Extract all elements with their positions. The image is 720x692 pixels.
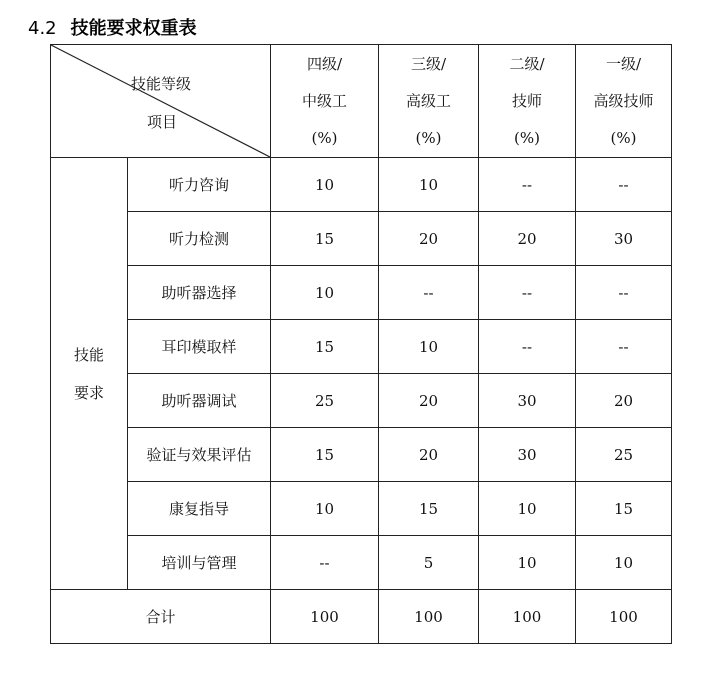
item-name: 验证与效果评估 (128, 428, 271, 482)
item-name: 培训与管理 (128, 536, 271, 590)
total-cell: 100 (479, 590, 576, 644)
total-row (51, 590, 672, 644)
level-unit: (%) (514, 128, 540, 147)
weight-cell: 20 (379, 374, 479, 428)
weight-cell: -- (576, 266, 672, 320)
weight-cell: 20 (479, 212, 576, 266)
weight-cell: 30 (479, 428, 576, 482)
diag-header-level-label: 技能等级 (131, 75, 192, 93)
skill-requirement-group-cell (51, 158, 128, 590)
weight-cell: 25 (576, 428, 672, 482)
weight-cell: -- (379, 266, 479, 320)
weight-cell: -- (479, 320, 576, 374)
weight-cell: 25 (271, 374, 379, 428)
table-row (51, 320, 672, 374)
weight-cell: -- (576, 320, 672, 374)
level-name: 三级/ (410, 54, 447, 73)
weight-cell: 15 (576, 482, 672, 536)
weight-cell: -- (576, 158, 672, 212)
section-heading (28, 14, 197, 40)
diag-header-item-label: 项目 (147, 113, 178, 131)
weight-cell: 10 (479, 482, 576, 536)
weight-cell: 15 (271, 320, 379, 374)
total-cell: 100 (576, 590, 672, 644)
level-name: 二级/ (509, 54, 545, 73)
weight-cell: 20 (379, 212, 479, 266)
weight-cell: 15 (271, 428, 379, 482)
weight-cell: 5 (379, 536, 479, 590)
level-title: 中级工 (301, 91, 347, 110)
section-number: 4.2 (28, 18, 57, 39)
diagonal-line (51, 45, 270, 157)
weight-cell: -- (479, 158, 576, 212)
weight-cell: -- (479, 266, 576, 320)
group-label-line: 技能 (73, 345, 104, 364)
weight-cell: 10 (271, 482, 379, 536)
header-row (51, 45, 672, 158)
weight-cell: 10 (576, 536, 672, 590)
weight-cell: 20 (379, 428, 479, 482)
level-header-1 (271, 45, 379, 158)
table-row (51, 428, 672, 482)
total-cell: 100 (271, 590, 379, 644)
level-unit: (%) (610, 128, 637, 147)
weight-cell: 20 (576, 374, 672, 428)
weight-cell: -- (271, 536, 379, 590)
section-title: 技能要求权重表 (70, 18, 197, 39)
level-unit: (%) (311, 128, 338, 147)
weight-cell: 15 (271, 212, 379, 266)
level-header-2 (379, 45, 479, 158)
weight-cell: 10 (271, 266, 379, 320)
weight-cell: 10 (271, 158, 379, 212)
skill-weight-table (50, 44, 672, 644)
weight-cell: 15 (379, 482, 479, 536)
group-label-line: 要求 (73, 383, 104, 402)
table-row (51, 482, 672, 536)
weight-cell: 10 (479, 536, 576, 590)
item-name: 康复指导 (128, 482, 271, 536)
level-header-3 (479, 45, 576, 158)
table-row (51, 158, 672, 212)
item-name: 听力咨询 (128, 158, 271, 212)
level-name: 四级/ (306, 54, 343, 73)
table-row (51, 266, 672, 320)
weight-cell: 10 (379, 158, 479, 212)
item-name: 助听器选择 (128, 266, 271, 320)
level-header-4 (576, 45, 672, 158)
total-label: 合计 (51, 590, 271, 644)
diagonal-header-cell (51, 45, 271, 158)
total-cell: 100 (379, 590, 479, 644)
table-row (51, 212, 672, 266)
level-unit: (%) (415, 128, 442, 147)
table-row (51, 536, 672, 590)
weight-cell: 10 (379, 320, 479, 374)
level-title: 技师 (511, 91, 542, 110)
item-name: 听力检测 (128, 212, 271, 266)
level-title: 高级技师 (593, 91, 654, 110)
level-name: 一级/ (605, 54, 642, 73)
weight-cell: 30 (479, 374, 576, 428)
level-title: 高级工 (405, 91, 451, 110)
table-row (51, 374, 672, 428)
item-name: 助听器调试 (128, 374, 271, 428)
item-name: 耳印模取样 (128, 320, 271, 374)
weight-cell: 30 (576, 212, 672, 266)
